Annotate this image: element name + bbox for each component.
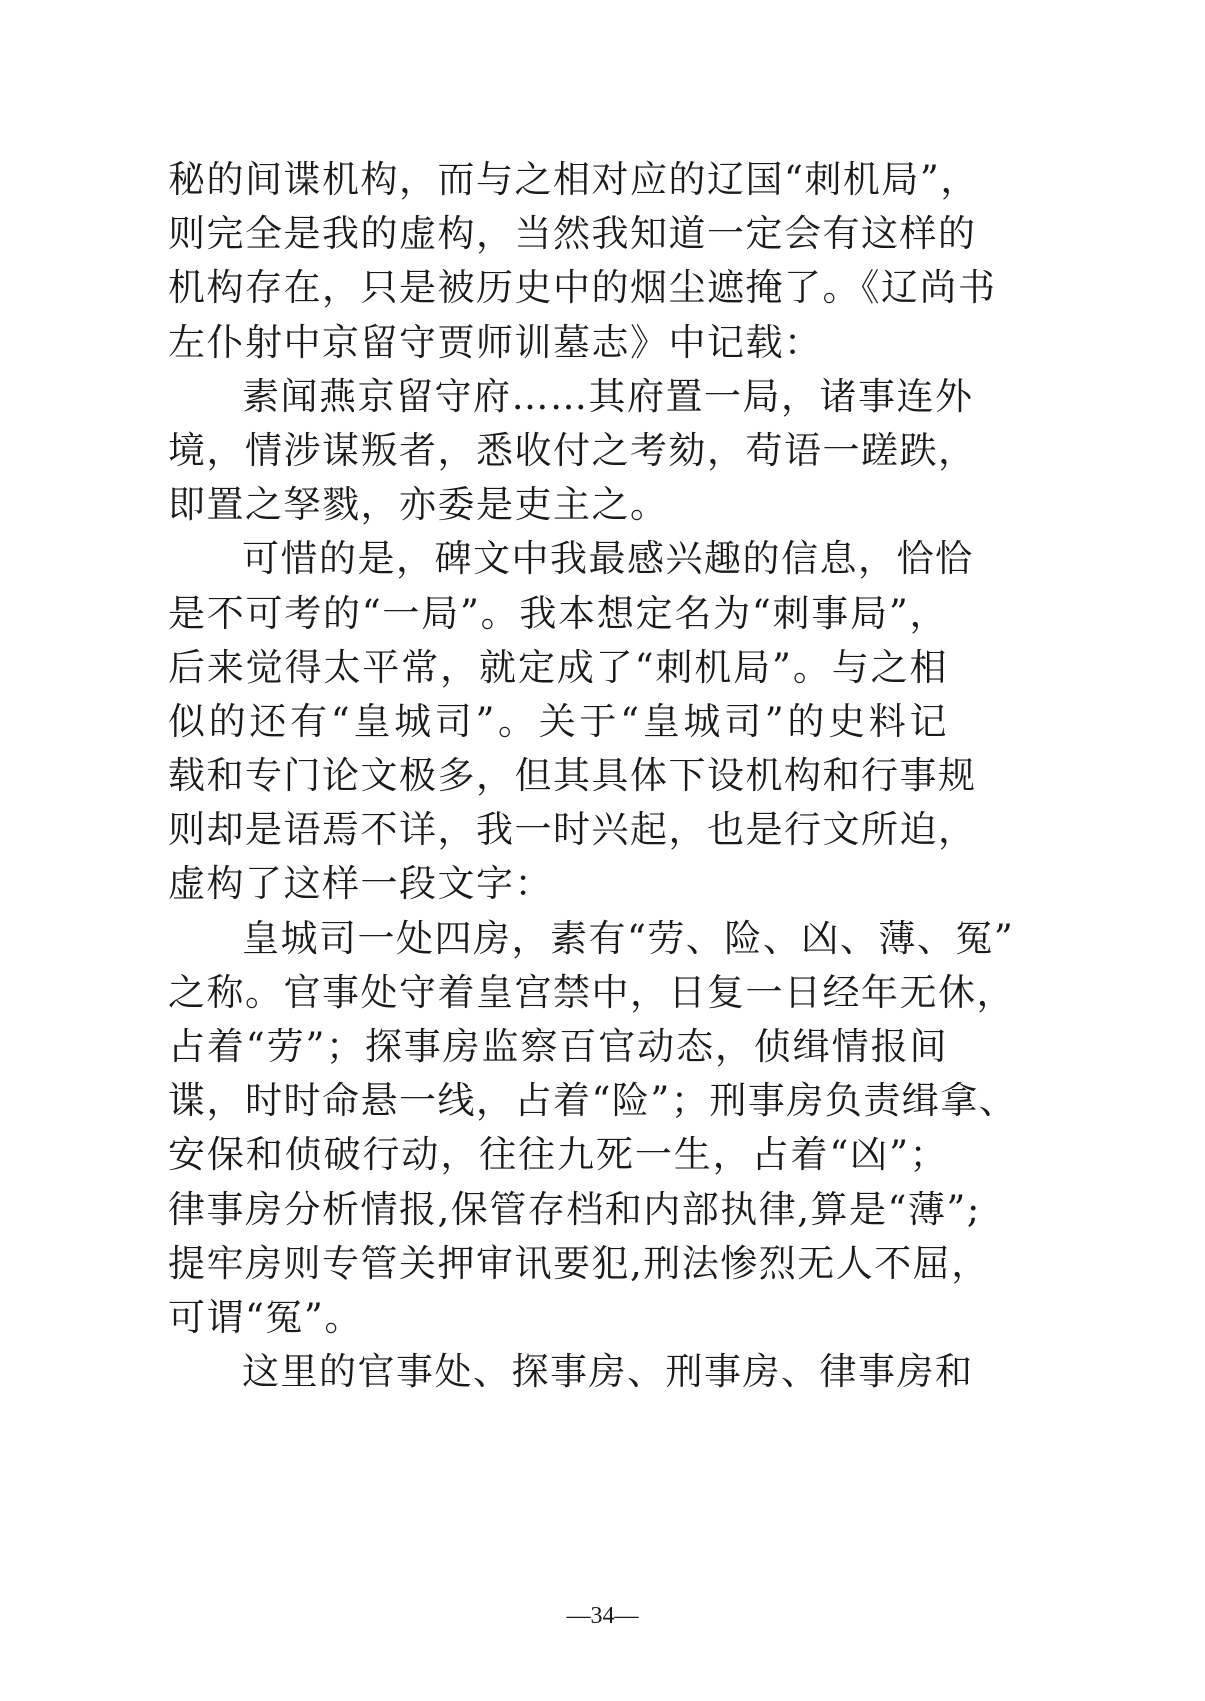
text-line: 素闻燕京留守府……其府置一局，诸事连外: [242, 374, 974, 418]
text-line: 秘的间谍机构，而与之相对应的辽国“刺机局”，: [168, 158, 979, 201]
text-line: 谍，时时命悬一线，占着“险”；刑事房负责缉拿、: [168, 1079, 1018, 1123]
text-line: 提牢房则专管关押审讯要犯,刑法惨烈无人不屈，: [168, 1241, 990, 1285]
text-line: 境，情涉谋叛者，悉收付之考劾，苟语一蹉跌，: [168, 428, 977, 472]
text-line: 之称。官事处守着皇宫禁中，日复一日经年无休，: [168, 970, 1015, 1014]
text-line: 可惜的是，碑文中我最感兴趣的信息，恰恰: [242, 537, 974, 581]
text-line: 则完全是我的虚构，当然我知道一定会有这样的: [168, 212, 977, 256]
text-line: 即置之孥戮，亦委是吏主之。: [168, 483, 669, 527]
text-line: 安保和侦破行动，往往九死一生，占着“凶”；: [168, 1133, 948, 1177]
page-number: —34—: [566, 1603, 639, 1629]
text-line: 机构存在，只是被历史中的烟尘遮掩了。《辽尚书: [168, 266, 997, 310]
text-line: 似的还有“皇城司”。关于“皇城司”的史料记: [168, 699, 948, 743]
text-line: 虚构了这样一段文字：: [168, 862, 553, 906]
text-line: 占着“劳”；探事房监察百官动态，侦缉情报间: [168, 1025, 948, 1068]
text-line: 律事房分析情报,保管存档和内部执律,算是“薄”;: [168, 1187, 981, 1231]
text-line: 左仆射中京留守贾师训墓志》中记载：: [168, 320, 823, 364]
text-line: 皇城司一处四房，素有“劳、险、凶、薄、冤”: [242, 916, 1015, 960]
text-line: 是不可考的“一局”。我本想定名为“刺事局”，: [168, 591, 948, 635]
text-line: 这里的官事处、探事房、刑事房、律事房和: [242, 1350, 974, 1394]
text-line: 载和专门论文极多，但其具体下设机构和行事规: [168, 754, 977, 798]
text-line: 可谓“冤”。: [168, 1295, 363, 1339]
text-line: 则却是语焉不详，我一时兴起，也是行文所迫，: [168, 808, 977, 852]
body-text: [168, 153, 1018, 1399]
text-line: 后来觉得太平常，就定成了“刺机局”。与之相: [168, 645, 948, 689]
